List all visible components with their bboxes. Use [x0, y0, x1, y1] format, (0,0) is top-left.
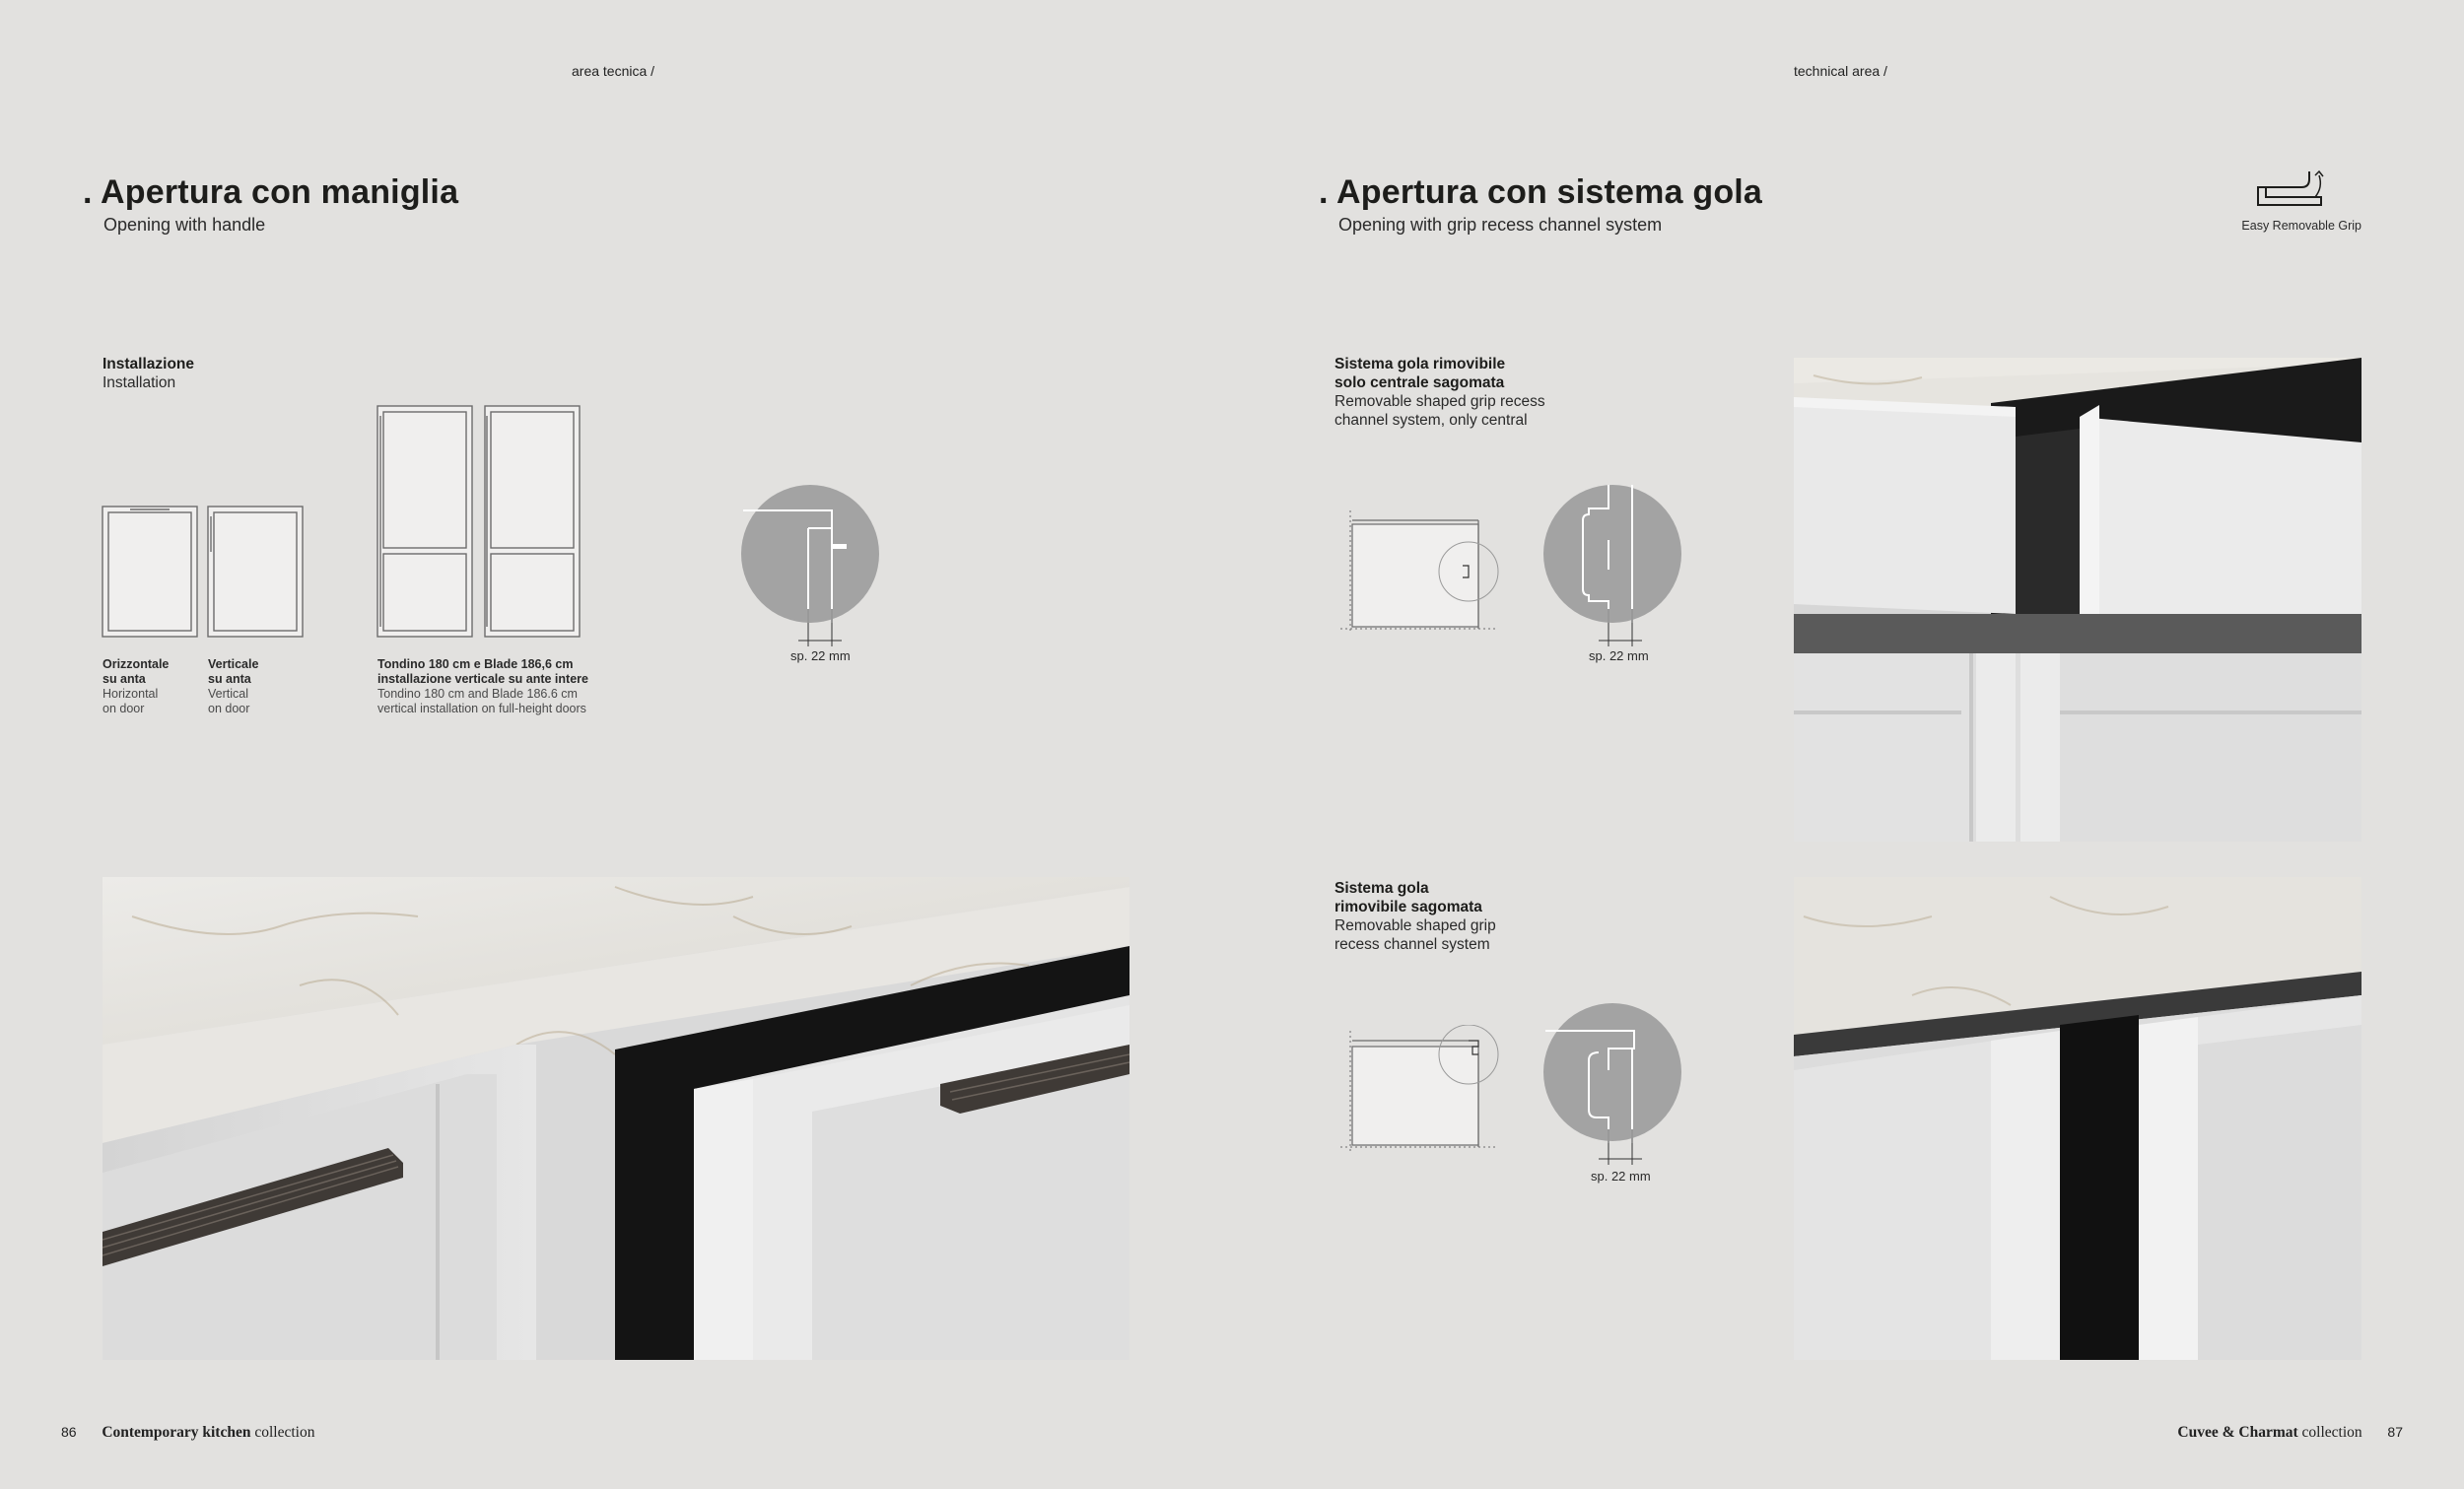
caption-en-line: vertical installation on full-height doors: [377, 702, 586, 715]
caption-it-line: su anta: [103, 672, 146, 686]
page-number: 86: [61, 1424, 77, 1440]
caption-it-line: installazione verticale su ante intere: [377, 672, 588, 686]
page-title: . Apertura con maniglia: [83, 173, 459, 211]
page-footer-left: [61, 1424, 314, 1442]
handle-section-detail: [739, 481, 887, 648]
grip-central-cabinet-drawing: [1333, 505, 1500, 643]
section-title-en: recess channel system: [1335, 936, 1490, 953]
grip-shaped-section-detail: [1540, 1001, 1687, 1169]
caption-en-line: Tondino 180 cm and Blade 186.6 cm: [377, 687, 578, 701]
caption-vertical: [208, 657, 258, 716]
section-title-it: Sistema gola: [1335, 880, 1429, 897]
caption-it-line: Orizzontale: [103, 657, 170, 671]
caption-it-line: su anta: [208, 672, 251, 686]
door-installation-drawings: [99, 402, 611, 641]
section-title-en: Removable shaped grip: [1335, 917, 1496, 934]
page-number: 87: [2387, 1424, 2403, 1440]
page-footer-right: [2177, 1424, 2403, 1442]
collection-name: Cuvee & Charmat: [2177, 1424, 2298, 1441]
section-title-it: rimovibile sagomata: [1335, 899, 1482, 915]
page-subtitle: Opening with grip recess channel system: [1338, 215, 1663, 235]
easy-removable-grip-icon: [2252, 168, 2326, 213]
collection-name: Contemporary kitchen: [102, 1424, 251, 1441]
page-subtitle: Opening with handle: [103, 215, 266, 235]
thickness-label: sp. 22 mm: [1591, 1169, 1651, 1184]
collection-suffix: collection: [2301, 1424, 2362, 1441]
section-title-en: Removable shaped grip recess: [1335, 393, 1545, 410]
section-title-en: channel system, only central: [1335, 412, 1528, 429]
grip-section-shaped: [1335, 879, 1496, 954]
caption-it-line: Verticale: [208, 657, 259, 671]
caption-en-line: on door: [103, 702, 145, 715]
caption-en-line: on door: [208, 702, 250, 715]
thickness-label: sp. 22 mm: [1589, 648, 1649, 663]
grip-central-section-detail: [1540, 481, 1687, 648]
section-header: area tecnica /: [572, 63, 655, 79]
grip-section-central: [1335, 355, 1545, 430]
collection-suffix: collection: [254, 1424, 315, 1441]
easy-removable-grip-label: Easy Removable Grip: [2241, 219, 2361, 233]
installation-heading: [103, 355, 194, 392]
thickness-label: sp. 22 mm: [790, 648, 851, 663]
grip-central-photo: [1794, 358, 2361, 842]
installation-title-en: Installation: [103, 374, 176, 391]
grip-shaped-cabinet-drawing: [1333, 1025, 1500, 1163]
caption-en-line: Vertical: [208, 687, 248, 701]
page-title: . Apertura con sistema gola: [1319, 173, 1763, 211]
section-header: technical area /: [1794, 63, 1887, 79]
caption-full-height: [377, 657, 588, 716]
caption-horizontal: [103, 657, 169, 716]
caption-en-line: Horizontal: [103, 687, 159, 701]
section-title-it: Sistema gola rimovibile: [1335, 356, 1506, 372]
grip-shaped-photo: [1794, 877, 2361, 1360]
section-title-it: solo centrale sagomata: [1335, 374, 1505, 391]
installation-title-it: Installazione: [103, 356, 195, 372]
kitchen-handle-photo: [103, 877, 1129, 1360]
caption-it-line: Tondino 180 cm e Blade 186,6 cm: [377, 657, 574, 671]
